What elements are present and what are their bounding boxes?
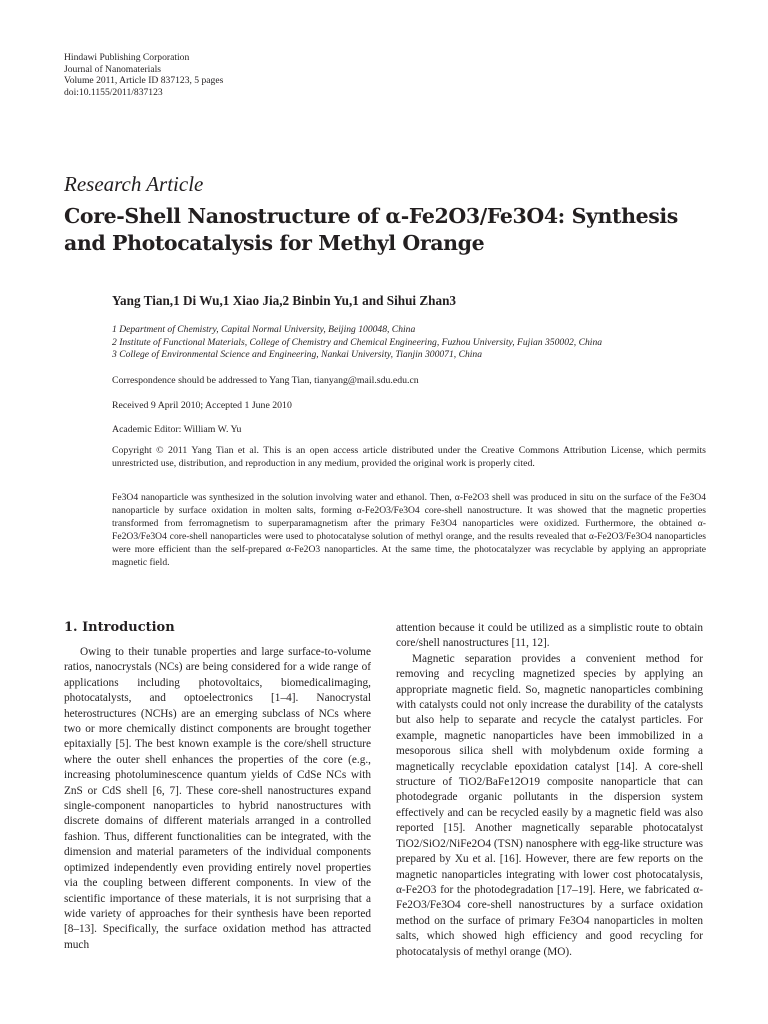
affiliations xyxy=(112,324,602,362)
correspondence: Correspondence should be addressed to Yang Tian, tianyang@mail.sdu.edu.cn xyxy=(112,375,419,386)
author-list: Yang Tian,1 Di Wu,1 Xiao Jia,2 Binbin Yu,1 and Sihui Zhan3 xyxy=(112,293,457,308)
paragraph: Magnetic separation provides a convenient method for removing and recycling magnetized species by applying an appropriate magnetic field. So, magnetic nanoparticles combining with catalysts could not only increase the durability of the catalysts but also help to separate and recycle the catalyst particles. For example, magnetic nanoparticles have been immobilized in a mesoporous silica shell with molybdenum oxide forming a magnetically recyclable epoxidation catalyst [14]. A core-shell structure of TiO2/BaFe12O19 composite nanoparticle that can photodegrade organic pollutants in the dispersion system effectively and can be recycled easily by a magnetic field was also reported [15]. Another magnetically separable photocatalyst TiO2/SiO2/NiFe2O4 (TSN) nanosphere with egg-like structure was prepared by Xu et al. [16]. However, there are few reports on the magnetic nanoparticles integrating with lower cost photocatalysis, α-Fe2O3 for the photodegradation [17–19]. Here, we fabricated α-Fe2O3/Fe3O4 core-shell nanostructures by a surface oxidation method on the surface of primary Fe3O4 nanoparticles in molten salts, which showed high efficiency and good recycling for photocatalysis of methyl orange (MO). xyxy=(396,652,703,958)
paper-title: Core-Shell Nanostructure of α-Fe2O3/Fe3O4: Synthesis and Photocatalysis for Methyl Orange xyxy=(64,204,678,255)
journal-header xyxy=(64,52,223,98)
received-dates: Received 9 April 2010; Accepted 1 June 2010 xyxy=(112,400,292,411)
academic-editor: Academic Editor: William W. Yu xyxy=(112,424,242,435)
publisher-line: Hindawi Publishing Corporation xyxy=(64,52,190,63)
doi-line: doi:10.1155/2011/837123 xyxy=(64,86,163,98)
left-column xyxy=(64,645,371,953)
journal-name: Journal of Nanomaterials xyxy=(64,63,161,75)
section-heading: 1. Introduction xyxy=(64,620,175,635)
affiliation-3: 3 College of Environmental Science and Engineering, Nankai University, Tianjin 300071, China xyxy=(112,349,483,360)
affiliation-1: 1 Department of Chemistry, Capital Normal University, Beijing 100048, China xyxy=(112,324,416,335)
copyright-notice: Copyright © 2011 Yang Tian et al. This is an open access article distributed under the Creative Commons Attribution License, which permits unrestricted use, distribution, and reproduction in any medium, provided the original work is properly cited. xyxy=(112,445,706,470)
article-type: Research Article xyxy=(64,172,204,196)
paragraph: Owing to their tunable properties and large surface-to-volume ratios, nanocrystals (NCs) are being considered for a wide range of applications including photovoltaics, biomedicalimaging, photocatalysts, and optoelectronics [1–4]. Nanocrystal heterostructures (NCHs) are an emerging subclass of NCs where two or more chemically distinct components are brought together epitaxially [5]. The best known example is the core/shell structure where the outer shell enhances the properties of the core (e.g., increasing photoluminescence quantum yields of CdSe NCs with ZnS or CdS shell [6, 7]. These core-shell nanostructures expand single-component nanoparticles to hybrid nanostructures with discrete domains of different materials arranged in a controlled fashion. Thus, different functionalities can be integrated, with the dimension and material parameters of the individual components optimized independently even providing entirely novel properties via the coupling between different components. In view of the scientific importance of these materials, it is not surprising that a wide variety of approaches for their synthesis have been reported [8–13]. Specifically, the surface oxidation method has attracted much xyxy=(64,646,371,951)
volume-line: Volume 2011, Article ID 837123, 5 pages xyxy=(64,75,224,86)
paragraph: attention because it could be utilized as a simplistic route to obtain core/shell nanostructures [11, 12]. xyxy=(396,622,703,650)
right-column xyxy=(396,621,703,960)
affiliation-2: 2 Institute of Functional Materials, College of Chemistry and Chemical Engineering, Fuzhou University, Fujian 350002, China xyxy=(112,336,603,348)
abstract: Fe3O4 nanoparticle was synthesized in the solution involving water and ethanol. Then, α-Fe2O3 shell was produced in situ on the surface of the Fe3O4 nanoparticle by surface oxidation in molten salts, forming α-Fe2O3/Fe3O4 core-shell nanostructure. It was showed that the magnetic properties transformed from ferromagnetism to superparamagnetism after the primary Fe3O4 nanoparticles were oxidized. Furthermore, the obtained α-Fe2O3/Fe3O4 core-shell nanoparticles were used to photocatalyse solution of methyl orange, and the results revealed that α-Fe2O3/Fe3O4 nanoparticles were more efficient than the self-prepared α-Fe2O3 nanoparticles. At the same time, the photocatalyzer was recyclable by applying an appropriate magnetic field. xyxy=(112,492,706,569)
